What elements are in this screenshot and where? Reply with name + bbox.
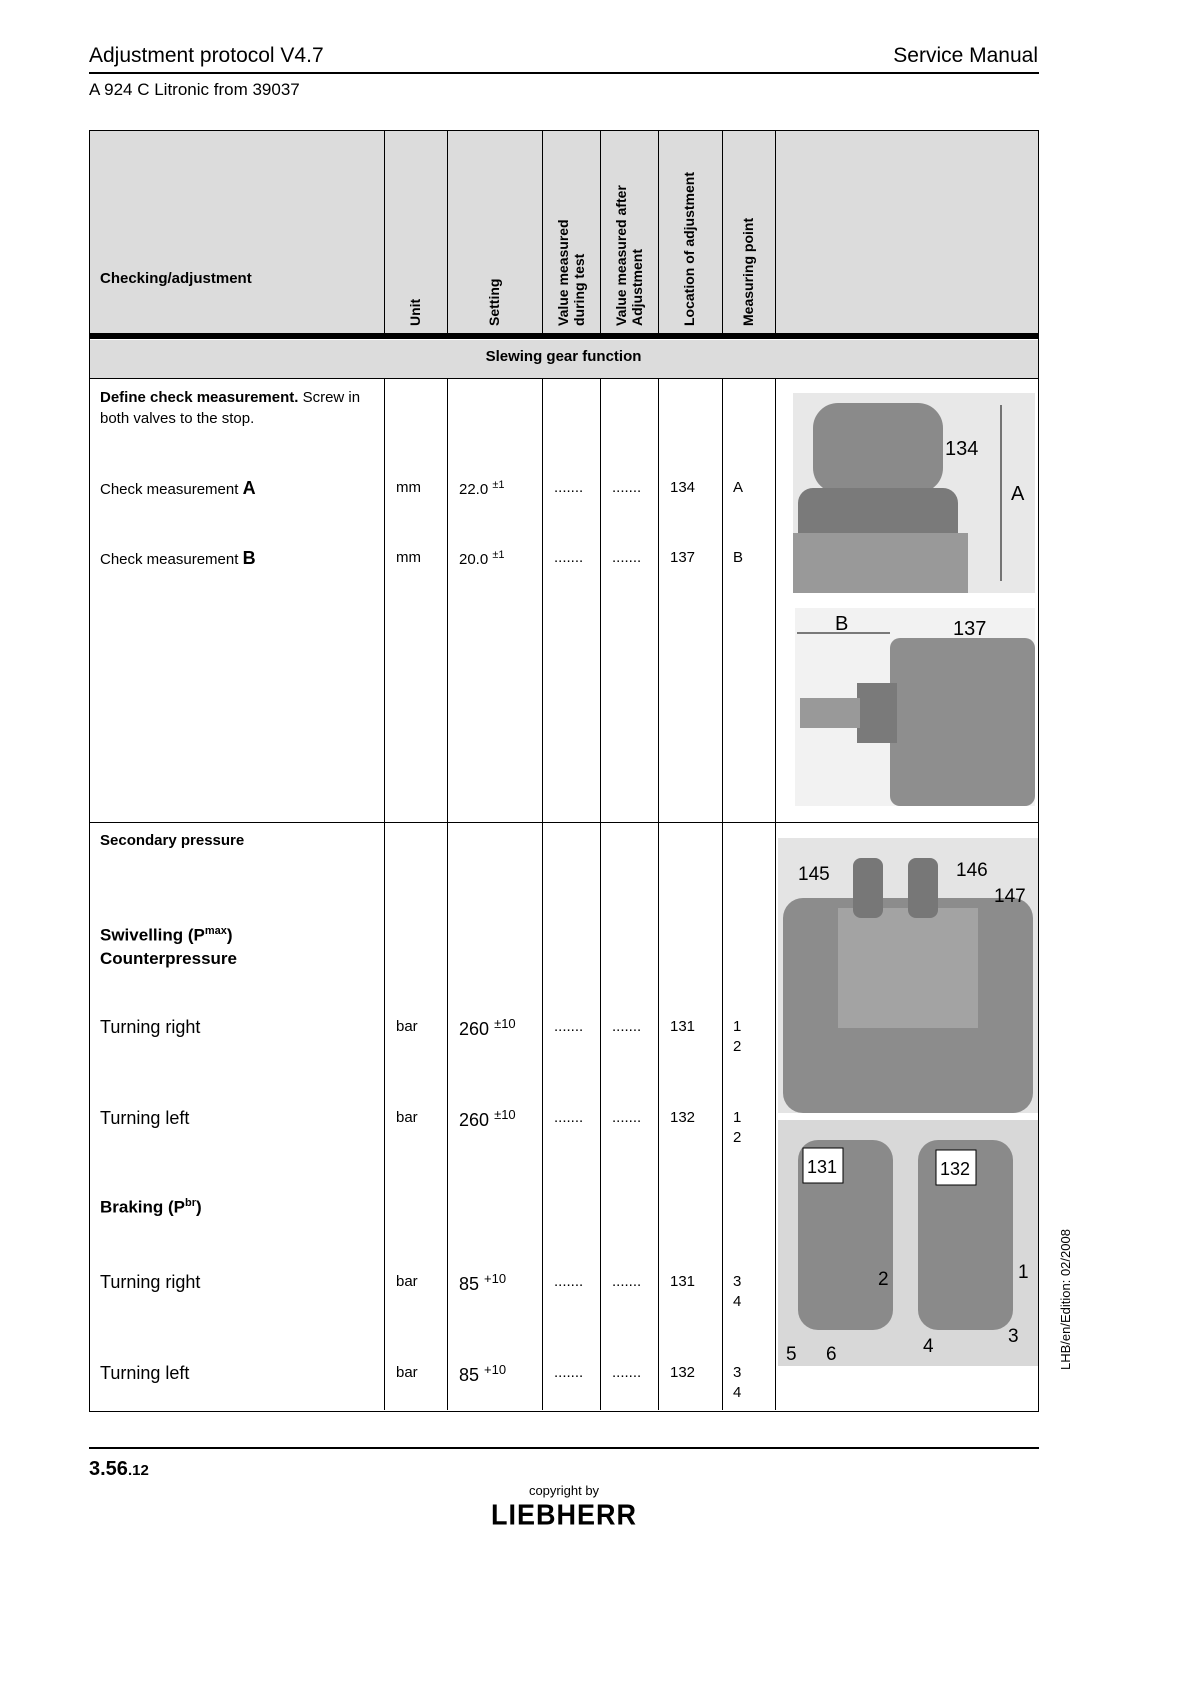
section-title: Slewing gear function — [485, 348, 642, 365]
value-during-field[interactable]: ....... — [554, 1018, 584, 1035]
row-label: Turning right — [100, 1017, 201, 1037]
row-letter: B — [242, 548, 256, 568]
col-rule — [447, 130, 448, 334]
valve-photo-measurement-b — [795, 608, 1035, 806]
unit: bar — [396, 1364, 418, 1381]
intro-text — [100, 387, 380, 429]
unit: bar — [396, 1273, 418, 1290]
photo-label: 147 — [994, 886, 1026, 907]
doc-subtitle: A 924 C Litronic from 39037 — [89, 80, 300, 99]
value-during-field[interactable]: ....... — [554, 1109, 584, 1126]
swivel-text: Swivelling (P — [100, 925, 205, 945]
value-after-field[interactable]: ....... — [612, 1018, 642, 1035]
setting: 260 — [459, 1019, 490, 1039]
value-after-field[interactable]: ....... — [612, 1273, 642, 1290]
setting: 22.0 — [459, 481, 489, 498]
col-header-point: Measuring point — [740, 217, 756, 326]
row-rule — [89, 378, 1039, 379]
col-header-checking: Checking/adjustment — [100, 270, 252, 287]
location: 132 — [670, 1364, 696, 1381]
row-label: Turning left — [100, 1108, 190, 1128]
col-header-during: Value measured during test — [555, 219, 587, 326]
value-after-field[interactable]: ....... — [612, 479, 642, 496]
page-number — [89, 1458, 149, 1481]
photo-label: 137 — [953, 618, 987, 640]
photo-label: 1 — [1018, 1262, 1029, 1283]
col-rule — [542, 130, 543, 334]
photo-label: 6 — [826, 1344, 837, 1365]
col-rule — [658, 130, 659, 334]
col-rule — [775, 130, 776, 334]
location: 131 — [670, 1018, 696, 1035]
braking-end: ) — [196, 1197, 202, 1217]
setting: 20.0 — [459, 551, 489, 568]
pressure-valves-photo — [778, 1120, 1038, 1366]
location: 137 — [670, 549, 696, 566]
value-after-field[interactable]: ....... — [612, 1109, 642, 1126]
photo-label: A — [1011, 483, 1025, 505]
col-rule — [447, 378, 448, 1410]
photo-label: 3 — [1008, 1326, 1019, 1347]
measuring-point: A — [733, 479, 744, 496]
location: 131 — [670, 1273, 696, 1290]
col-rule — [600, 378, 601, 1410]
swivel-heading — [100, 920, 237, 970]
row-label: Check measurement — [100, 551, 243, 568]
col-header-after: Value measured after Adjustment — [613, 185, 645, 326]
photo-label: 146 — [956, 860, 988, 881]
setting: 260 — [459, 1110, 490, 1130]
intro-rest: Screw in both valves to the stop. — [100, 389, 361, 427]
measuring-point: 3 — [733, 1273, 742, 1290]
swivel-end: ) — [226, 925, 233, 945]
page-main: 3.56 — [89, 1458, 128, 1480]
header-rule — [89, 72, 1039, 74]
block-title: Secondary pressure — [100, 832, 245, 849]
measuring-point: 2 — [733, 1129, 742, 1146]
location: 134 — [670, 479, 696, 496]
measuring-point: 4 — [733, 1384, 742, 1401]
col-header-unit: Unit — [407, 298, 423, 326]
col-rule — [658, 378, 659, 1410]
tolerance: ±10 — [494, 1107, 516, 1122]
liebherr-logo: LIEBHERR — [490, 1499, 637, 1531]
setting: 85 — [459, 1365, 480, 1385]
col-header-setting: Setting — [486, 278, 502, 326]
photo-label: 131 — [807, 1157, 838, 1177]
col-header-location: Location of adjustment — [681, 172, 697, 326]
row-label: Turning left — [100, 1363, 190, 1383]
measuring-point: 2 — [733, 1038, 742, 1055]
unit: mm — [396, 479, 421, 496]
measuring-point: 4 — [733, 1293, 742, 1310]
footer-rule — [89, 1447, 1039, 1449]
photo-label: 134 — [945, 438, 979, 460]
col-rule — [542, 378, 543, 1410]
measuring-point: B — [733, 549, 744, 566]
photo-label: 4 — [923, 1336, 934, 1357]
col-rule — [384, 130, 385, 334]
side-note: LHB/en/Edition: 02/2008 — [1058, 1229, 1073, 1370]
row-label: Check measurement — [100, 481, 243, 498]
col-rule — [722, 130, 723, 334]
unit: mm — [396, 549, 421, 566]
intro-bold: Define check measurement. — [100, 389, 299, 406]
braking-sup: br — [185, 1197, 197, 1209]
page-sub: .12 — [127, 1462, 149, 1479]
valve-photo-measurement-a — [793, 393, 1035, 593]
value-during-field[interactable]: ....... — [554, 1273, 584, 1290]
tolerance: +10 — [484, 1362, 507, 1377]
braking-heading — [100, 1197, 202, 1218]
photo-label: B — [835, 613, 849, 635]
photo-label: 2 — [878, 1269, 889, 1290]
measuring-point: 1 — [733, 1018, 742, 1035]
value-during-field[interactable]: ....... — [554, 549, 584, 566]
tolerance: +10 — [484, 1271, 507, 1286]
row-letter: A — [242, 478, 256, 498]
col-rule — [722, 378, 723, 1410]
location: 132 — [670, 1109, 696, 1126]
swivel-sup: max — [204, 925, 227, 937]
value-after-field[interactable]: ....... — [612, 549, 642, 566]
header-thick-rule — [89, 333, 1039, 339]
value-after-field[interactable]: ....... — [612, 1364, 642, 1381]
unit: bar — [396, 1109, 418, 1126]
tolerance: ±10 — [494, 1016, 516, 1031]
value-during-field[interactable]: ....... — [554, 1364, 584, 1381]
tolerance: ±1 — [492, 549, 505, 561]
row-label: Turning right — [100, 1272, 201, 1292]
photo-label: 132 — [940, 1159, 971, 1179]
row-rule — [89, 822, 1039, 823]
counterpressure-text: Counterpressure — [100, 948, 237, 968]
col-rule — [600, 130, 601, 334]
manual-label: Service Manual — [893, 44, 1038, 67]
valve-block-photo — [778, 838, 1038, 1113]
measuring-point: 1 — [733, 1109, 742, 1126]
tolerance: ±1 — [492, 479, 505, 491]
col-rule — [775, 378, 776, 1410]
braking-text: Braking (P — [100, 1197, 186, 1217]
col-rule — [384, 378, 385, 1410]
value-during-field[interactable]: ....... — [554, 479, 584, 496]
unit: bar — [396, 1018, 418, 1035]
measuring-point: 3 — [733, 1364, 742, 1381]
doc-title: Adjustment protocol V4.7 — [89, 44, 324, 67]
photo-label: 5 — [786, 1344, 797, 1365]
setting: 85 — [459, 1274, 480, 1294]
copyright: copyright by — [528, 1483, 600, 1498]
photo-label: 145 — [798, 864, 830, 885]
